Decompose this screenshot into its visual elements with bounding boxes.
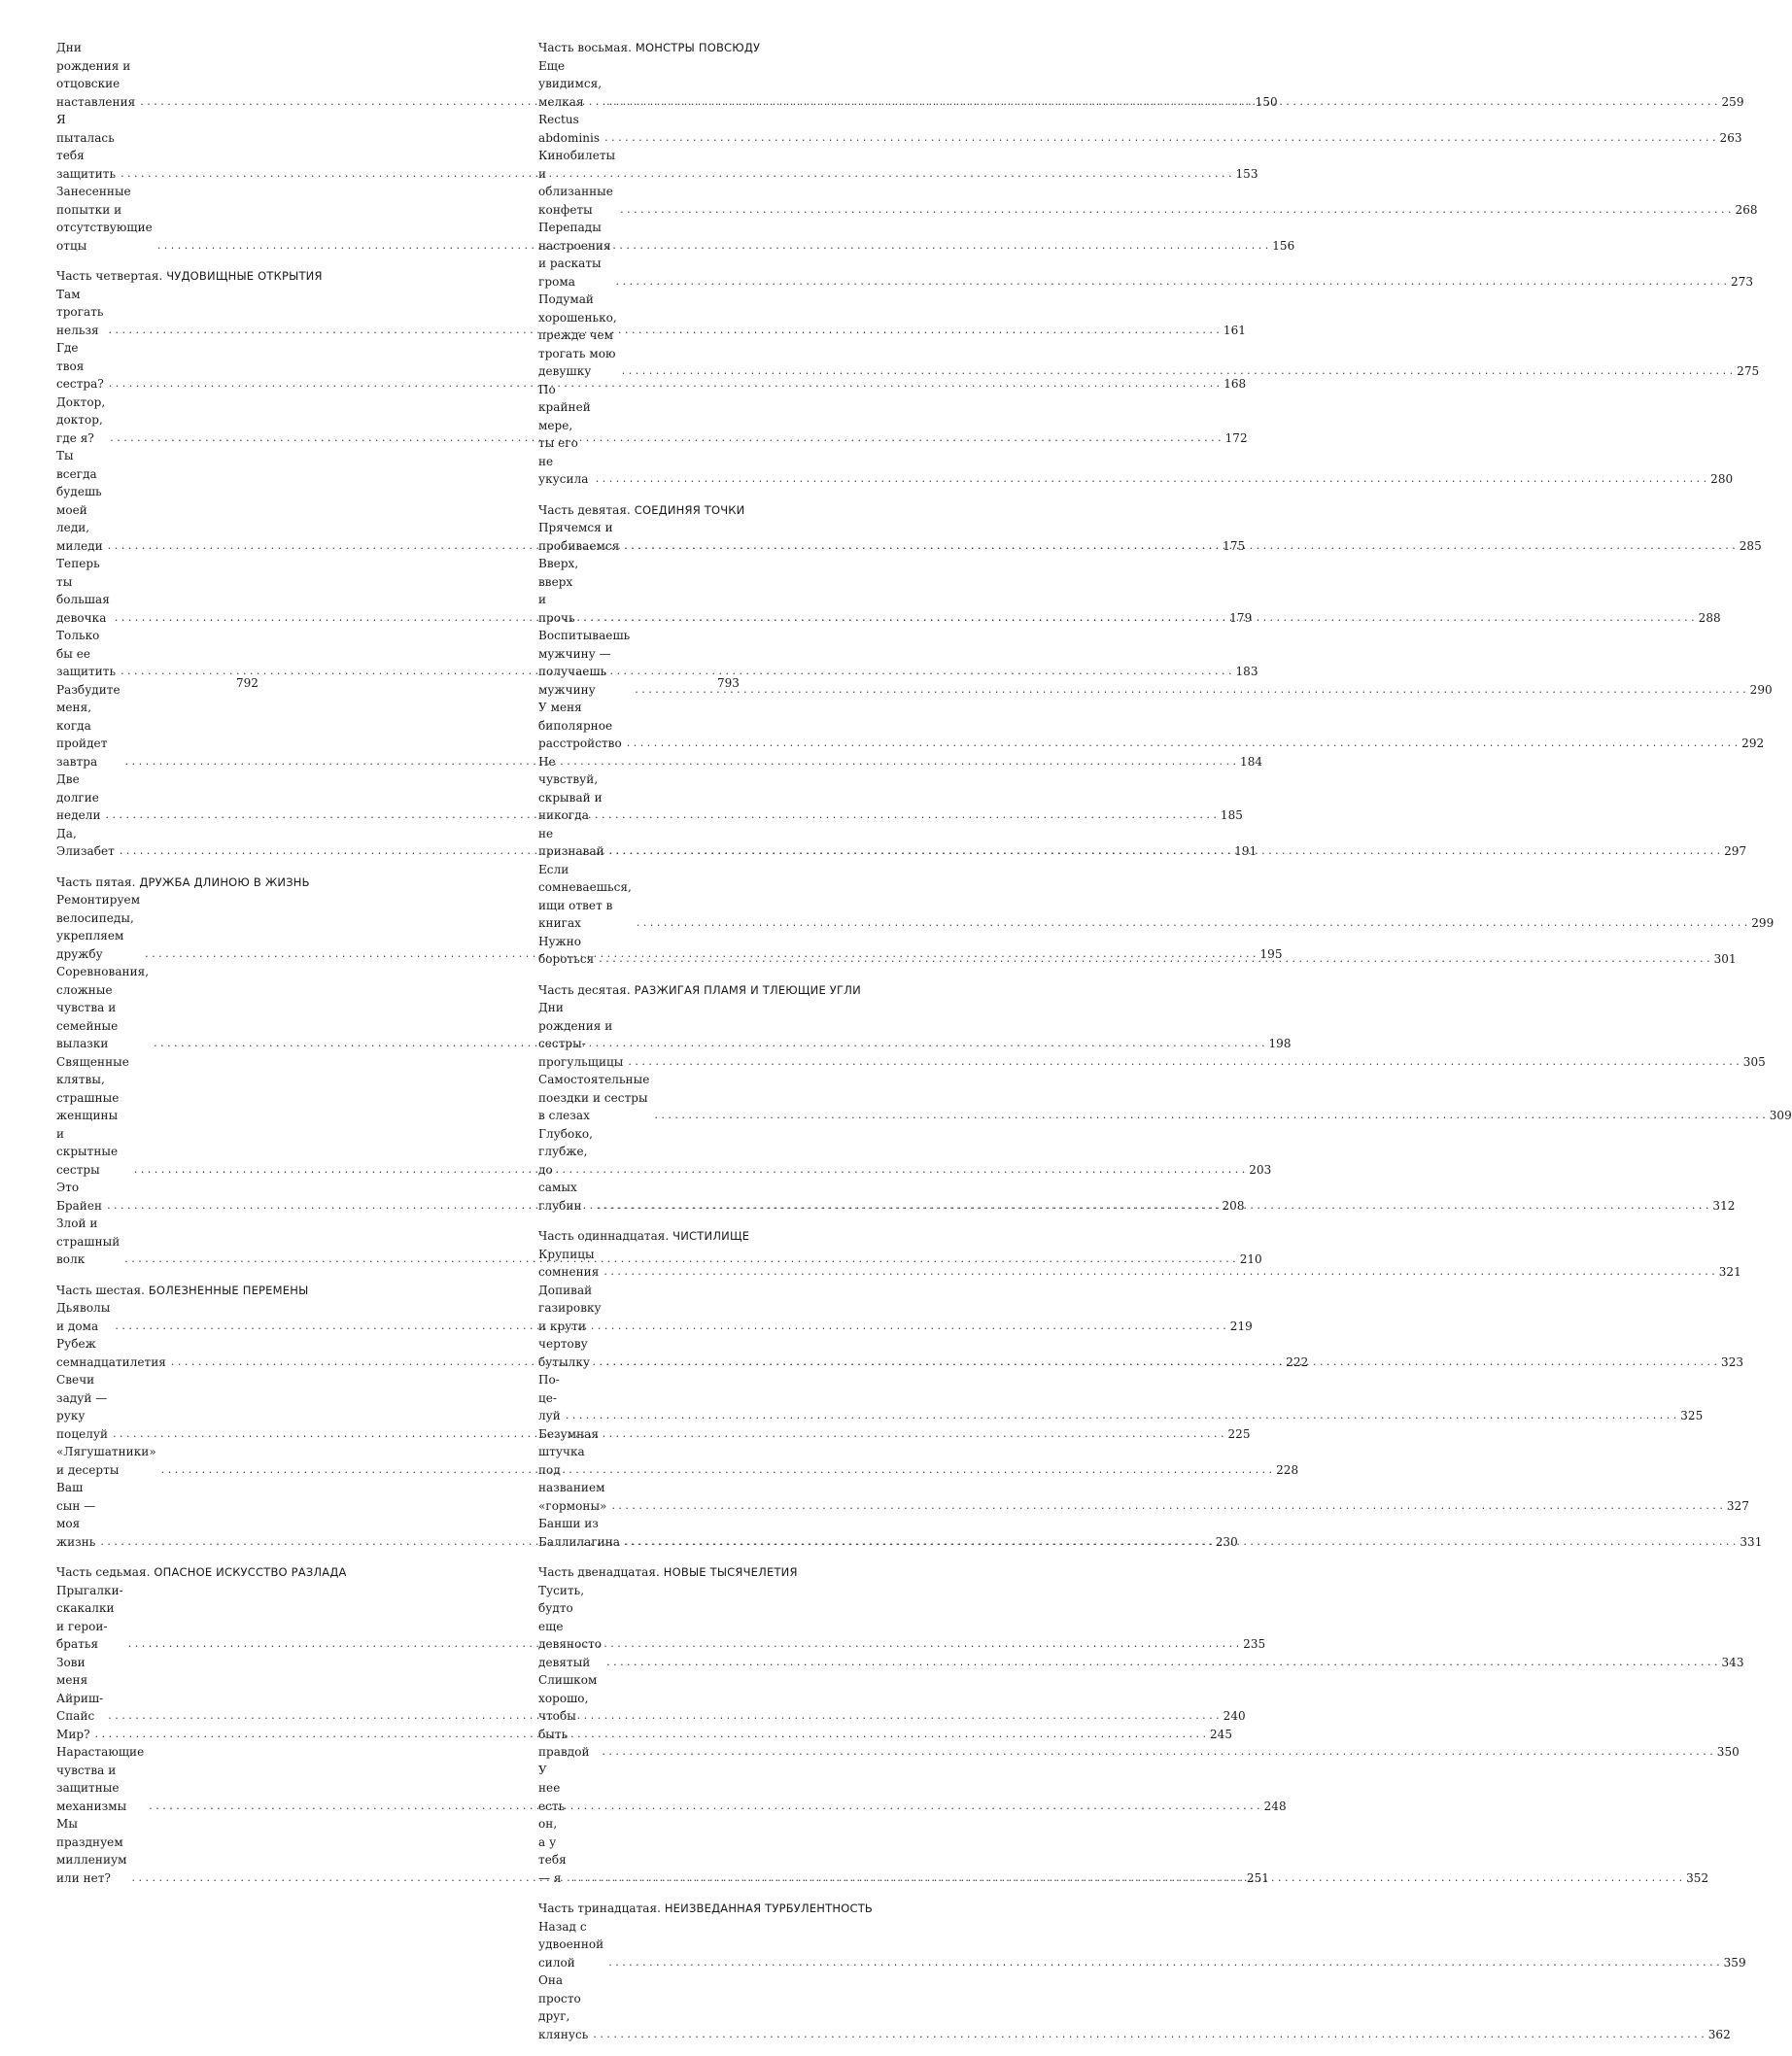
chapter-title: Прячемся и пробиваемся: [538, 521, 620, 553]
chapter-page-number: 343: [1721, 1655, 1744, 1669]
part-heading: ЧУДОВИЩНЫЕ ОТКРЫТИЯ: [166, 269, 323, 283]
chapter-title: Рубеж семнадцатилетия: [56, 1337, 166, 1369]
chapter-page-number: 275: [1737, 364, 1760, 378]
chapter-title: Крупицы сомнения: [538, 1247, 600, 1279]
chapter-page-number: 285: [1739, 538, 1762, 553]
toc-entry[interactable]: [538, 1071, 1792, 1125]
toc-entry[interactable]: [538, 1371, 1704, 1425]
chapter-title: Ваш сын — моя жизнь: [56, 1481, 96, 1549]
chapter-page-number: 195: [1259, 946, 1283, 961]
toc-entry[interactable]: [56, 1726, 1233, 1744]
part-number: Часть двенадцатая.: [538, 1565, 660, 1579]
chapter-page-number: 183: [1235, 665, 1258, 678]
part-heading: МОНСТРЫ ПОВСЮДУ: [635, 41, 761, 54]
chapter-title: Да, Элизабет: [56, 826, 115, 858]
chapter-title: Две долгие недели: [56, 772, 101, 822]
chapter-page-number: 228: [1276, 1462, 1299, 1477]
part-title: [538, 1227, 915, 1246]
chapter-page-number: 225: [1227, 1426, 1251, 1441]
chapter-page-number: 309: [1769, 1109, 1792, 1122]
part-heading: ДРУЖБА ДЛИНОЮ В ЖИЗНЬ: [139, 874, 310, 889]
chapter-page-number: 230: [1215, 1534, 1238, 1549]
chapter-title: Ремонтируем велосипеды, укрепляем дружбу: [56, 893, 141, 961]
part-heading: НОВЫЕ ТЫСЯЧЕЛЕТИЯ: [663, 1565, 798, 1579]
chapter-title: «Лягушатники» и десерты: [56, 1445, 156, 1477]
dot-leader: [603, 1263, 1714, 1282]
chapter-page-number: 323: [1721, 1354, 1744, 1369]
chapter-title: Дьяволы и дома: [56, 1301, 111, 1333]
toc-entry[interactable]: [56, 1179, 1245, 1215]
part-heading: НЕИЗВЕДАННАЯ ТУРБУЛЕНТНОСТЬ: [664, 1902, 874, 1915]
chapter-page-number: 352: [1686, 1870, 1709, 1885]
dot-leader: [622, 362, 1733, 381]
chapter-page-number: 240: [1223, 1709, 1246, 1723]
chapter-title: Слишком хорошо, чтобы быть правдой: [538, 1673, 598, 1759]
part-number: Часть десятая.: [538, 982, 631, 997]
chapter-page-number: 301: [1713, 952, 1737, 966]
chapter-page-number: 184: [1240, 754, 1263, 769]
chapter-title: Вверх, вверх и прочь: [538, 557, 579, 625]
chapter-title: Свечи задуй — руку поцелуй: [56, 1373, 109, 1441]
chapter-page-number: 210: [1239, 1252, 1262, 1266]
part-number: Часть тринадцатая.: [538, 1902, 661, 1915]
chapter-page-number: 198: [1268, 1037, 1292, 1050]
chapter-title: Нужно бороться: [538, 934, 595, 966]
toc-entry[interactable]: [56, 1371, 1251, 1443]
part-number: Часть четвертая.: [56, 269, 163, 283]
chapter-title: Это Брайен: [56, 1181, 103, 1213]
chapter-page-number: 288: [1698, 610, 1721, 625]
chapter-page-number: 235: [1243, 1637, 1266, 1651]
part-title: [56, 1563, 433, 1582]
chapter-page-number: 161: [1223, 323, 1246, 337]
chapter-title: Доктор, доктор, где я?: [56, 394, 106, 445]
chapter-page-number: 203: [1249, 1162, 1272, 1177]
part-number: Часть девятая.: [538, 502, 631, 517]
chapter-title: Не чувствуй, скрывай и никогда не признавай: [538, 754, 604, 858]
chapter-title: Занесенные попытки и отсутствующие отцы: [56, 185, 153, 253]
chapter-title: Допивай газировку и крути чертову бутылку: [538, 1283, 602, 1369]
chapter-page-number: 305: [1742, 1054, 1766, 1069]
part-title: [56, 1282, 433, 1300]
chapter-title: Кинобилеты и облизанные конфеты: [538, 149, 616, 217]
dot-leader: [627, 735, 1738, 753]
chapter-title: Тусить, будто еще девяносто девятый: [538, 1583, 603, 1669]
toc-entry[interactable]: [538, 699, 1765, 753]
chapter-page-number: 359: [1723, 1955, 1746, 1970]
part-number: Часть пятая.: [56, 874, 136, 889]
dot-leader: [606, 93, 1717, 112]
dot-leader: [608, 1954, 1719, 1972]
chapter-title: Глубоко, глубже, до самых глубин: [538, 1126, 594, 1213]
chapter-page-number: 168: [1223, 377, 1247, 391]
chapter-page-number: 312: [1712, 1198, 1736, 1213]
chapter-page-number: 153: [1235, 166, 1258, 181]
part-title: [538, 981, 915, 1000]
dot-leader: [637, 914, 1747, 933]
chapter-page-number: 179: [1229, 610, 1253, 625]
chapter-page-number: 362: [1707, 2027, 1731, 2041]
chapter-title: Злой и страшный волк: [56, 1216, 121, 1266]
chapter-page-number: 175: [1223, 538, 1246, 553]
dot-leader: [583, 609, 1694, 628]
chapter-title: Rectus abdominis: [538, 113, 601, 145]
chapter-title: Где твоя сестра?: [56, 341, 104, 391]
chapter-page-number: 222: [1286, 1354, 1309, 1369]
dot-leader: [596, 470, 1706, 489]
toc-entry[interactable]: [56, 825, 1258, 861]
chapter-page-number: 350: [1716, 1745, 1740, 1759]
part-heading: ЧИСТИЛИЩЕ: [672, 1229, 750, 1243]
part-heading: СОЕДИНЯЯ ТОЧКИ: [634, 502, 745, 517]
chapter-title: Дни рождения и отцовские наставления: [56, 41, 136, 109]
toc-entry[interactable]: [538, 1971, 1731, 2043]
part-title: [538, 39, 915, 57]
chapter-title: По крайней мере, ты его не укусила: [538, 382, 591, 486]
chapter-page-number: 280: [1710, 472, 1734, 486]
toc-section: [538, 1900, 1746, 2043]
toc-entry[interactable]: [56, 1443, 1299, 1479]
chapter-page-number: 292: [1741, 737, 1765, 750]
chapter-page-number: 245: [1210, 1727, 1233, 1741]
page-number-right: 793: [717, 676, 740, 690]
chapter-title: Мир?: [56, 1727, 90, 1741]
toc-entry[interactable]: [56, 1743, 1287, 1815]
chapter-title: Если сомневаешься, ищи ответ в книгах: [538, 862, 632, 930]
dot-leader: [606, 1354, 1717, 1372]
chapter-title: Перепады настроения и раскаты грома: [538, 221, 611, 289]
chapter-title: У нее есть он, а у тебя — я: [538, 1763, 567, 1885]
toc-entry[interactable]: [538, 1918, 1746, 1972]
chapter-page-number: 290: [1749, 682, 1773, 697]
dot-leader: [571, 1869, 1682, 1888]
chapter-title: Самостоятельные поездки и сестры в слезах: [538, 1073, 650, 1122]
chapter-title: Ты всегда будешь моей леди, миледи: [56, 449, 103, 553]
dot-leader: [654, 1107, 1765, 1125]
dot-leader: [593, 2026, 1704, 2044]
part-heading: РАЗЖИГАЯ ПЛАМЯ И ТЛЕЮЩИЕ УГЛИ: [634, 982, 861, 997]
toc-entry[interactable]: [538, 861, 1775, 933]
chapter-title: Еще увидимся, мелкая: [538, 58, 603, 109]
chapter-title: Там трогать нельзя: [56, 287, 104, 337]
chapter-page-number: 297: [1724, 844, 1747, 858]
part-title: [56, 267, 433, 286]
dot-leader: [598, 1197, 1708, 1216]
toc-entry[interactable]: [538, 111, 1742, 147]
chapter-page-number: 325: [1680, 1409, 1704, 1422]
part-title: [538, 1900, 915, 1918]
chapter-page-number: 327: [1726, 1498, 1749, 1513]
chapter-page-number: 150: [1255, 94, 1278, 109]
chapter-page-number: 248: [1263, 1799, 1287, 1813]
chapter-page-number: 185: [1220, 808, 1243, 822]
chapter-title: Безумная штучка под названием «гормоны»: [538, 1426, 607, 1513]
chapter-title: У меня биполярное расстройство: [538, 701, 622, 750]
chapter-page-number: 208: [1222, 1198, 1245, 1213]
chapter-page-number: 331: [1740, 1534, 1763, 1549]
toc-entry[interactable]: [56, 1335, 1309, 1371]
part-number: Часть восьмая.: [538, 41, 632, 54]
chapter-page-number: 299: [1751, 916, 1775, 930]
dot-leader: [628, 1053, 1739, 1072]
dot-leader: [604, 129, 1715, 148]
chapter-title: Воспитываешь мужчину — получаешь мужчину: [538, 629, 631, 697]
chapter-page-number: 268: [1735, 202, 1758, 217]
chapter-title: Прыгалки-скакалки и герои-братья: [56, 1583, 123, 1651]
chapter-page-number: 191: [1234, 844, 1258, 858]
dot-leader: [620, 201, 1731, 220]
chapter-title: Дни рождения и сестры-прогульщицы: [538, 1001, 624, 1069]
dot-leader: [635, 681, 1745, 700]
chapter-title: Разбудите меня, когда пройдет завтра: [56, 682, 121, 769]
part-number: Часть шестая.: [56, 1283, 145, 1297]
chapter-page-number: 251: [1246, 1870, 1269, 1885]
chapter-title: По-це-луй: [538, 1373, 561, 1422]
dot-leader: [599, 950, 1709, 969]
part-title: [538, 1563, 915, 1582]
chapter-title: Соревнования, сложные чувства и семейные вылазки: [56, 965, 150, 1050]
chapter-title: Она просто друг, клянусь: [538, 1973, 589, 2041]
toc-entry[interactable]: [56, 339, 1247, 394]
chapter-title: Я пыталась тебя защитить: [56, 113, 117, 181]
toc-entry[interactable]: [56, 1299, 1253, 1335]
chapter-title: Нарастающие чувства и защитные механизмы: [56, 1745, 145, 1813]
chapter-page-number: 273: [1730, 274, 1754, 289]
chapter-page-number: 259: [1721, 94, 1744, 109]
chapter-title: Только бы ее защитить: [56, 629, 117, 678]
chapter-page-number: 219: [1229, 1319, 1253, 1333]
part-number: Часть седьмая.: [56, 1565, 151, 1579]
chapter-page-number: 263: [1719, 130, 1742, 145]
chapter-title: Теперь ты большая девочка: [56, 557, 110, 625]
chapter-title: Назад с удвоенной силой: [538, 1919, 604, 1970]
page-number-left: 792: [236, 676, 258, 690]
chapter-title: Мы празднуем миллениум или нет?: [56, 1817, 127, 1885]
chapter-page-number: 321: [1718, 1265, 1741, 1279]
dot-leader: [624, 537, 1735, 556]
dot-leader: [566, 1407, 1676, 1425]
part-title: [56, 874, 433, 892]
dot-leader: [616, 273, 1727, 291]
part-heading: БОЛЕЗНЕННЫЕ ПЕРЕМЕНЫ: [148, 1283, 309, 1297]
dot-leader: [611, 1497, 1722, 1516]
dot-leader: [625, 1533, 1736, 1552]
dot-leader: [606, 1654, 1717, 1672]
part-heading: ОПАСНОЕ ИСКУССТВО РАЗЛАДА: [154, 1565, 347, 1579]
chapter-page-number: 172: [1224, 430, 1248, 445]
chapter-title: Священные клятвы, страшные женщины и скрытные сестры: [56, 1054, 129, 1177]
dot-leader: [602, 1743, 1712, 1762]
dot-leader: [609, 842, 1720, 861]
chapter-title: Зови меня Айриш-Спайс: [56, 1655, 104, 1723]
chapter-title: Подумай хорошенько, прежде чем трогать мою девушку: [538, 292, 617, 378]
part-number: Часть одиннадцатая.: [538, 1229, 670, 1243]
part-title: [538, 501, 915, 520]
chapter-page-number: 156: [1272, 238, 1295, 253]
chapter-title: Банши из Баллилагина: [538, 1517, 620, 1549]
